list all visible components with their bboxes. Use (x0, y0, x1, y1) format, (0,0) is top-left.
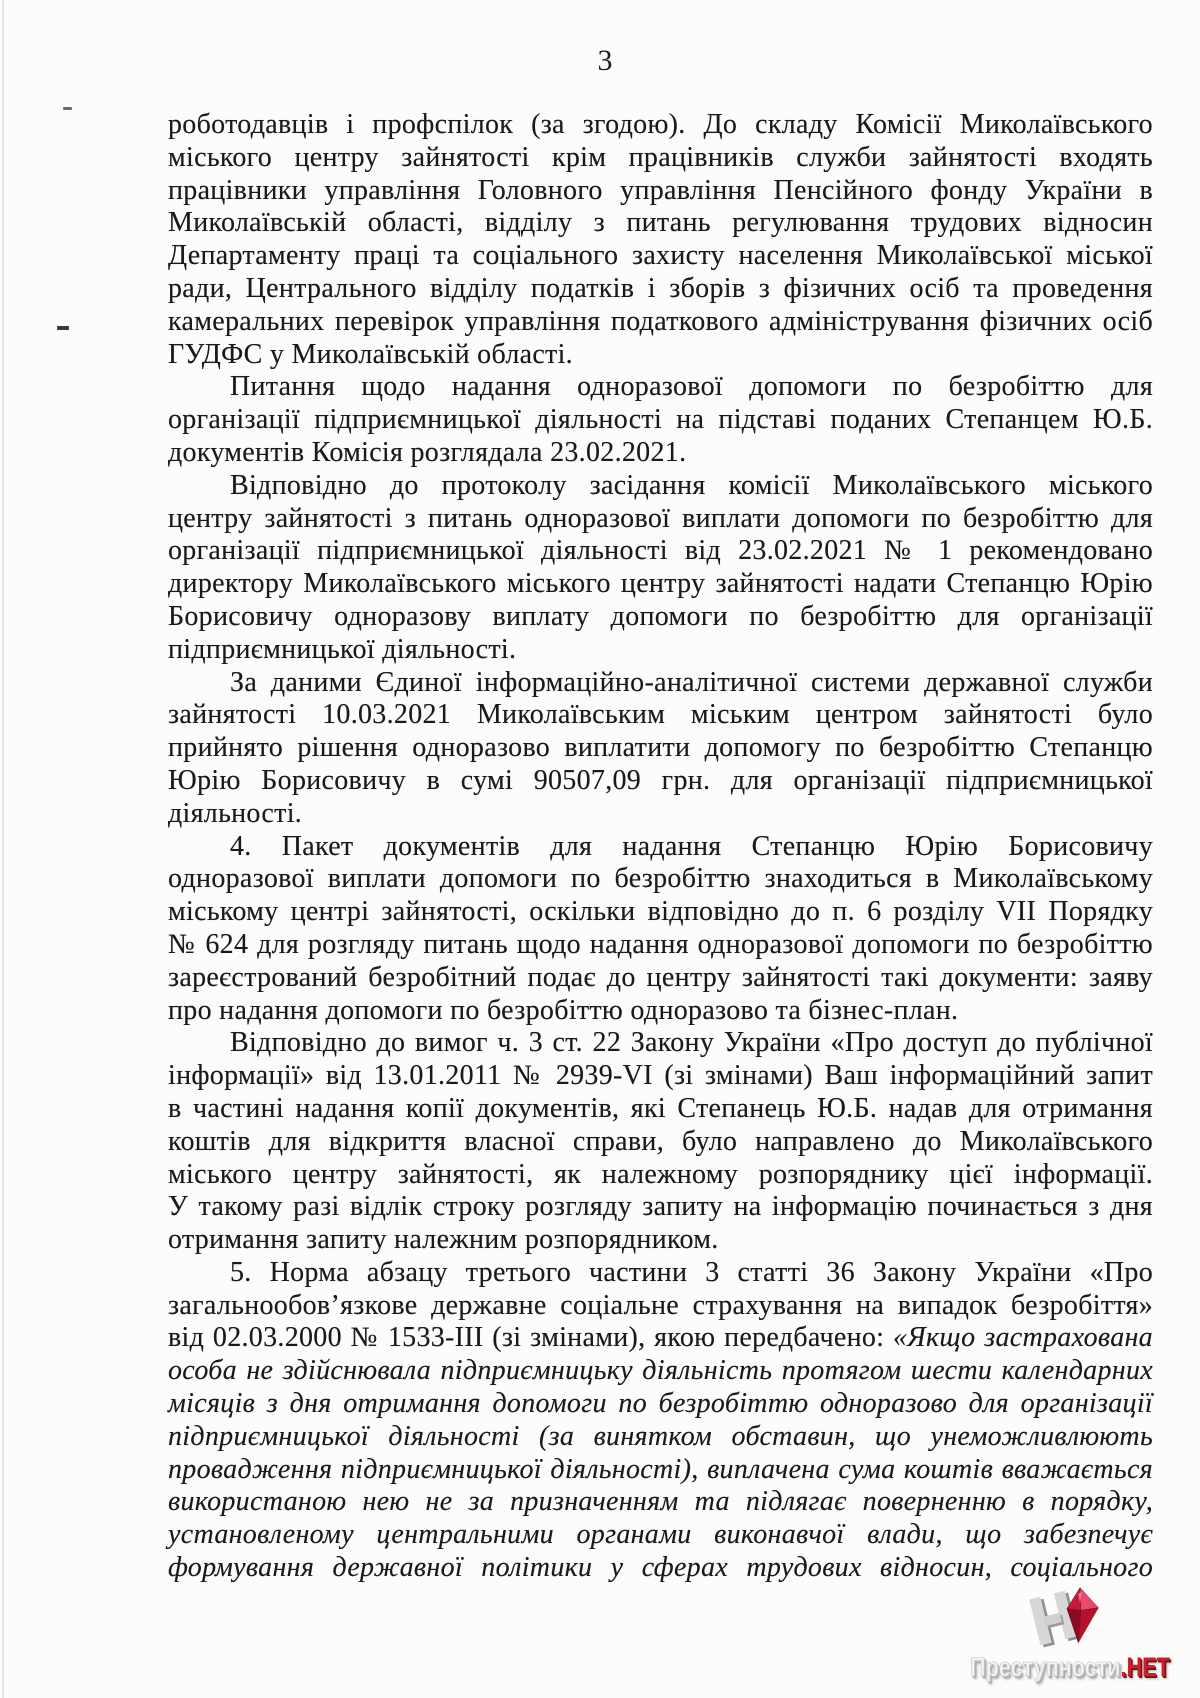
text-line: Питання щодо надання одноразової допомоги по безробіттю для (230, 371, 1153, 403)
text-line: інформації» від 13.01.2011 № 2939-VI (зі змінами) Ваш інформаційний запит (168, 1060, 1153, 1092)
text-line: документів Комісія розглядала 23.02.2021. (168, 436, 687, 468)
text-line: підприємницької діяльності. (168, 633, 517, 665)
text-line: ГУДФС у Миколаївській області. (168, 338, 573, 370)
text-line: підприємницької діяльності (за винятком обставин, що унеможливлюють (168, 1420, 1153, 1452)
document-body (168, 109, 1153, 1585)
text-line: установленому центральними органами виконавчої влади, що забезпечує (168, 1519, 1153, 1551)
text-line: одноразової виплати допомоги по безробіттю знаходиться в Миколаївському (168, 863, 1153, 895)
text-line: камеральних перевірок управління податкового адміністрування фізичних осіб (168, 305, 1153, 337)
text-line: ради, Центрального відділу податків і зборів з фізичних осіб та проведення (168, 272, 1153, 304)
text-line: У такому разі відлік строку розгляду запиту на інформацію починається з дня (168, 1191, 1153, 1223)
text-line: провадження підприємницької діяльності), виплачена сума коштів вважається (168, 1453, 1153, 1485)
text-line: Відповідно до вимог ч. 3 ст. 22 Закону України «Про доступ до публічної (230, 1027, 1153, 1059)
text-line: коштів для відкриття власної справи, було направлено до Миколаївського (168, 1125, 1153, 1157)
text-line: місяців з дня отримання допомоги по безробіттю одноразово для організації (168, 1388, 1153, 1420)
text-line: За даними Єдиної інформаційно-аналітичної системи державної служби (230, 666, 1153, 698)
text-line: міського центру зайнятості крім працівників служби зайнятості входять (168, 141, 1153, 173)
text-line: організації підприємницької діяльності на підставі поданих Степанцем Ю.Б. (168, 404, 1153, 436)
text-line: № 624 для розгляду питань щодо надання одноразової допомоги по безробіттю (168, 928, 1153, 960)
text-line: про надання допомоги по безробіттю одноразово та бізнес-план. (168, 994, 959, 1026)
text-line: працівники управління Головного управління Пенсійного фонду України в (168, 174, 1153, 206)
text-line: центру зайнятості з питань одноразової виплати допомоги по безробіттю для (168, 502, 1153, 534)
page-number: 3 (597, 44, 613, 77)
text-line: 5. Норма абзацу третього частини 3 статті 36 Закону України «Про (230, 1256, 1153, 1288)
text-line: прийнято рішення одноразово виплатити допомогу по безробіттю Степанцю (168, 732, 1153, 764)
watermark-site-name: Преступности (970, 1652, 1121, 1682)
scan-artifact-dash (63, 107, 72, 110)
text-line: Відповідно до протоколу засідання комісії Миколаївського міського (230, 469, 1153, 501)
text-line: в частині надання копії документів, які Степанець Ю.Б. надав для отримання (168, 1092, 1153, 1124)
watermark (952, 1578, 1200, 1696)
watermark-text (970, 1652, 1170, 1682)
scan-edge-line (2, 0, 4, 1698)
text-line: зареєстрований безробітний подає до центру зайнятості такі документи: заяву (168, 961, 1153, 993)
text-line: загальнообов’язкове державне соціальне страхування на випадок безробіття» (168, 1289, 1153, 1321)
gem-logo-icon (1020, 1585, 1112, 1655)
text-line: міському центрі зайнятості, оскільки відповідно до п. 6 розділу VII Порядку (168, 896, 1153, 928)
text-line: зайнятості 10.03.2021 Миколаївським міським центром зайнятості було (168, 699, 1153, 731)
text-line: міського центру зайнятості, як належному розпоряднику цієї інформації. (168, 1158, 1153, 1190)
text-line: формування державної політики у сферах трудових відносин, соціального (168, 1552, 1153, 1584)
text-line: діяльності. (168, 797, 303, 829)
watermark-site-tld: .НЕТ (1120, 1652, 1170, 1682)
text-line: роботодавців і профспілок (за згодою). До складу Комісії Миколаївського (168, 109, 1153, 140)
text-line: організації підприємницької діяльності від 23.02.2021 № 1 рекомендовано (168, 535, 1153, 567)
text-line: використаною нею не за призначенням та підлягає поверненню в порядку, (168, 1486, 1153, 1518)
text-line: Миколаївській області, відділу з питань регулювання трудових відносин (168, 207, 1153, 239)
text-line: Департаменту праці та соціального захисту населення Миколаївської міської (168, 240, 1153, 272)
text-line: отримання запиту належним розпорядником. (168, 1224, 719, 1256)
text-line: 4. Пакет документів для надання Степанцю Юрію Борисовичу (230, 830, 1153, 862)
text-line: особа не здійснювала підприємницьку діяльність протягом шести календарних (168, 1355, 1153, 1387)
text-line: Юрію Борисовичу в сумі 90507,09 грн. для організації підприємницької (168, 764, 1153, 796)
text-line: директору Миколаївського міського центру зайнятості надати Степанцю Юрію (168, 568, 1153, 600)
scan-artifact-dash (57, 326, 69, 330)
text-line: від 02.03.2000 № 1533-III (зі змінами), якою передбачено: «Якщо застрахована (168, 1322, 1153, 1354)
text-line: Борисовичу одноразову виплату допомоги по безробіттю для організації (168, 600, 1153, 632)
